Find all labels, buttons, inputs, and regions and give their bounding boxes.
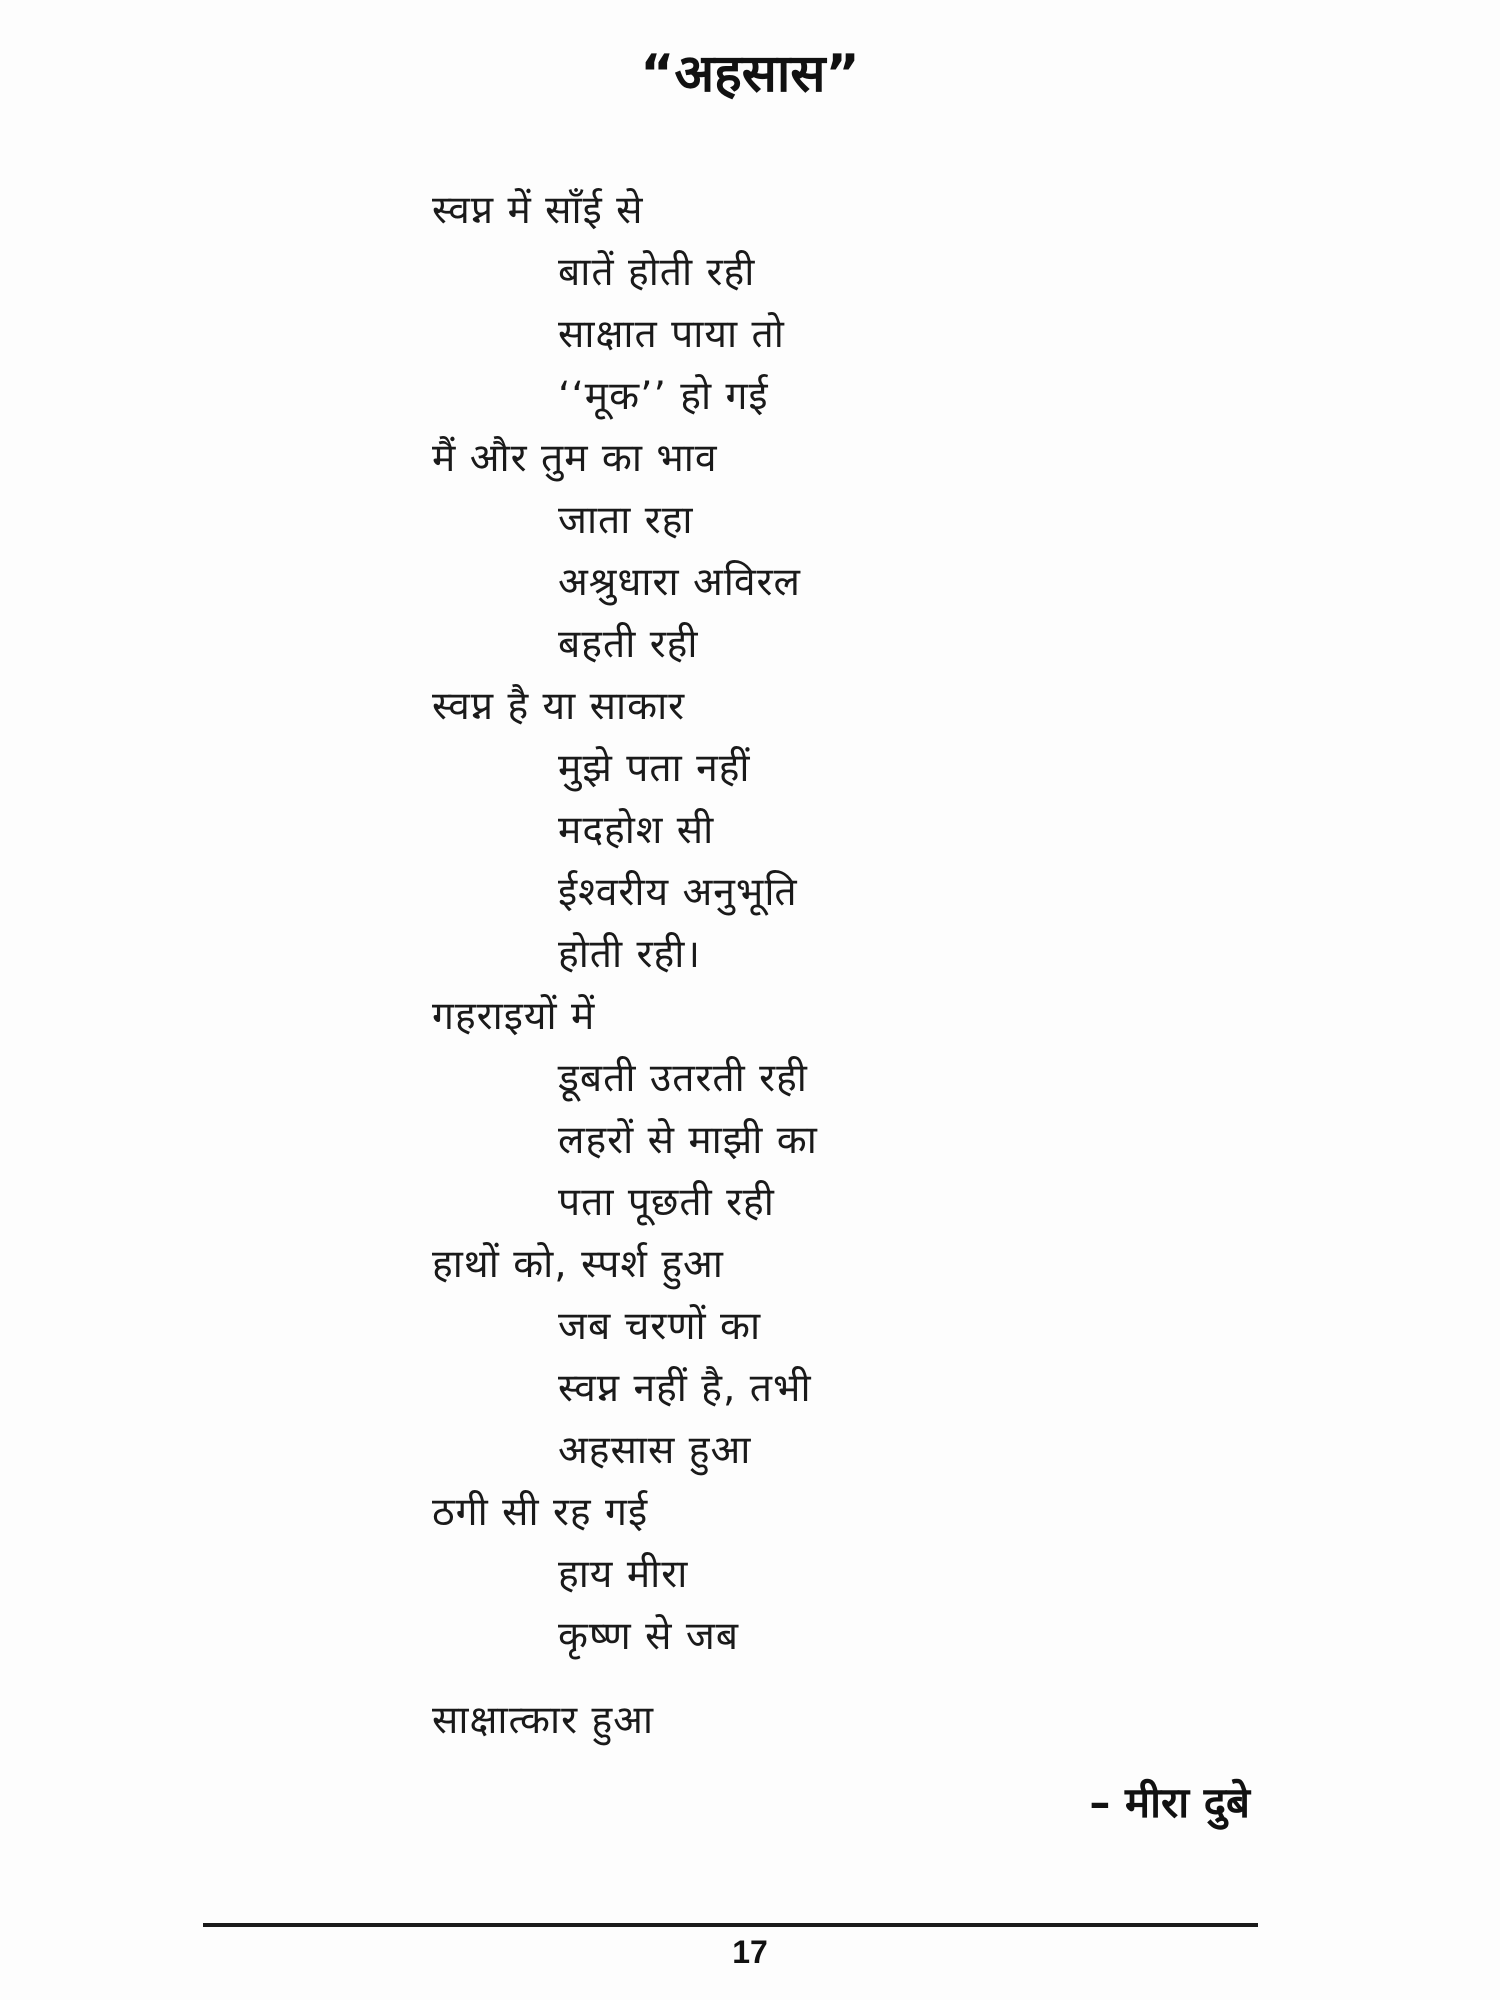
poem-line: स्वप्न में साँई से xyxy=(432,188,644,233)
poem-author: – मीरा दुबे xyxy=(1089,1778,1250,1827)
poem-line: मुझे पता नहीं xyxy=(558,746,751,791)
poem-line: अहसास हुआ xyxy=(558,1428,752,1473)
poem-line: साक्षात्कार हुआ xyxy=(432,1698,655,1743)
poem-line: ईश्वरीय अनुभूति xyxy=(558,870,798,915)
poem-line: डूबती उतरती रही xyxy=(558,1056,808,1101)
poem-body xyxy=(432,180,818,1752)
poem-line: स्वप्न है या साकार xyxy=(432,684,686,729)
poem-line: लहरों से माझी का xyxy=(558,1118,818,1163)
poem-line: मैं और तुम का भाव xyxy=(432,436,718,481)
poem-line: ‘‘मूक’’ हो गई xyxy=(558,374,769,419)
page-number: 17 xyxy=(732,1934,768,1970)
poem-line: हाथों को, स्पर्श हुआ xyxy=(432,1242,724,1287)
poem-line: कृष्ण से जब xyxy=(558,1614,740,1659)
poem-line: जाता रहा xyxy=(558,498,694,543)
poem-line: साक्षात पाया तो xyxy=(558,312,785,357)
poem-line: गहराइयों में xyxy=(432,994,596,1039)
poem-line: अश्रुधारा अविरल xyxy=(558,560,801,605)
poem-title: “अहसास” xyxy=(640,44,860,104)
poem-line: जब चरणों का xyxy=(558,1304,762,1349)
poem-line: पता पूछती रही xyxy=(558,1180,775,1225)
poem-line: ठगी सी रह गई xyxy=(432,1490,649,1535)
poem-line: बातें होती रही xyxy=(558,250,756,295)
poem-line: होती रही। xyxy=(558,932,702,977)
poem-line: स्वप्न नहीं है, तभी xyxy=(558,1366,812,1411)
poem-line: बहती रही xyxy=(558,622,699,667)
poem-line: हाय मीरा xyxy=(558,1552,689,1597)
poem-line: मदहोश सी xyxy=(558,808,715,853)
footer-divider xyxy=(203,1923,1258,1927)
